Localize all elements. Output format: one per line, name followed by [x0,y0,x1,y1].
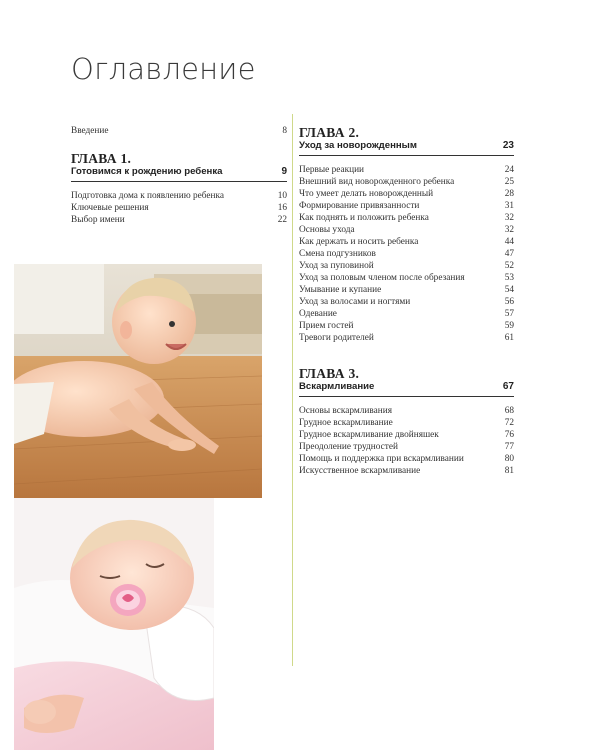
toc-entry-page: 72 [504,418,514,428]
toc-entry[interactable] [299,200,514,212]
column-divider [292,114,293,666]
toc-entry-label: Введение [71,126,109,136]
toc-entry-label: Первые реакции [299,165,365,175]
toc-entry-label: Преодоление трудностей [299,442,398,452]
chapter-title-page: 23 [502,140,514,151]
toc-entry-page: 56 [504,297,514,307]
toc-entry-page: 54 [504,285,514,295]
chapter-items [299,405,514,477]
toc-entry[interactable] [299,429,514,441]
chapter-title-label: Уход за новорожденным [299,140,417,151]
toc-entry-label: Ключевые решения [71,203,149,213]
toc-entry-label: Что умеет делать новорожденный [299,189,434,199]
chapter-heading: ГЛАВА 2. [299,125,360,140]
toc-entry[interactable] [299,188,514,200]
toc-entry-page: 16 [277,203,287,213]
toc-entry-label: Уход за пуповиной [299,261,374,271]
toc-entry[interactable] [71,214,287,226]
toc-entry[interactable] [299,465,514,477]
toc-entry[interactable] [299,272,514,284]
toc-entry-page: 10 [277,191,287,201]
toc-entry-page: 53 [504,273,514,283]
crawling-baby-photo [14,264,262,498]
toc-entry[interactable] [299,296,514,308]
toc-entry-label: Искусственное вскармливание [299,466,421,476]
toc-entry-page: 52 [504,261,514,271]
toc-entry-label: Подготовка дома к появлению ребенка [71,191,225,201]
chapter-title[interactable] [299,381,514,397]
toc-entry[interactable] [299,405,514,417]
toc-entry-label: Умывание и купание [299,285,382,295]
toc-left-column [71,125,287,226]
chapter-title-label: Вскармливание [299,381,375,392]
sleeping-baby-photo [14,498,214,750]
toc-entry-page: 81 [504,466,514,476]
toc-entry-label: Выбор имени [71,215,125,225]
toc-entry-label: Прием гостей [299,321,354,331]
toc-entry-page: 31 [504,201,514,211]
toc-entry-page: 44 [504,237,514,247]
toc-entry-page: 25 [504,177,514,187]
toc-entry-intro[interactable] [71,125,287,137]
toc-entry-label: Тревоги родителей [299,333,374,343]
chapter-heading: ГЛАВА 1. [71,151,132,166]
toc-entry-label: Внешний вид новорожденного ребенка [299,177,455,187]
chapter-3-block [299,366,514,477]
toc-entry-page: 80 [504,454,514,464]
chapter-items [299,164,514,344]
toc-entry[interactable] [299,248,514,260]
toc-entry-page: 8 [282,126,287,136]
toc-entry[interactable] [299,332,514,344]
chapter-2-block [299,125,514,344]
toc-entry[interactable] [299,441,514,453]
toc-entry[interactable] [299,224,514,236]
chapter-title-page: 67 [502,381,514,392]
toc-entry[interactable] [299,260,514,272]
chapter-items [71,190,287,226]
toc-entry[interactable] [299,320,514,332]
toc-entry-label: Основы вскармливания [299,406,393,416]
toc-entry[interactable] [299,164,514,176]
chapter-title[interactable] [299,140,514,156]
page-title: Оглавление [71,52,256,86]
toc-entry-label: Уход за волосами и ногтями [299,297,411,307]
toc-entry-label: Как поднять и положить ребенка [299,213,429,223]
toc-entry-label: Одевание [299,309,337,319]
toc-entry-page: 22 [277,215,287,225]
toc-entry[interactable] [299,176,514,188]
chapter-title-page: 9 [281,166,287,177]
toc-entry-page: 32 [504,225,514,235]
toc-entry-label: Помощь и поддержка при вскармливании [299,454,464,464]
toc-entry-label: Грудное вскармливание двойняшек [299,430,439,440]
toc-entry-page: 76 [504,430,514,440]
toc-entry-label: Как держать и носить ребенка [299,237,419,247]
toc-entry-page: 77 [504,442,514,452]
toc-entry-page: 47 [504,249,514,259]
toc-right-column [299,125,514,477]
toc-entry-page: 68 [504,406,514,416]
toc-entry-label: Смена подгузников [299,249,376,259]
toc-entry-label: Формирование привязанности [299,201,420,211]
toc-entry[interactable] [71,190,287,202]
toc-entry[interactable] [299,308,514,320]
toc-entry-label: Грудное вскармливание [299,418,393,428]
toc-entry-page: 24 [504,165,514,175]
toc-entry[interactable] [71,202,287,214]
chapter-title[interactable] [71,166,287,182]
toc-entry-page: 61 [504,333,514,343]
toc-entry[interactable] [299,212,514,224]
toc-entry[interactable] [299,236,514,248]
toc-entry-label: Основы ухода [299,225,355,235]
toc-entry[interactable] [299,417,514,429]
toc-entry[interactable] [299,284,514,296]
toc-entry-page: 59 [504,321,514,331]
toc-entry[interactable] [299,453,514,465]
toc-entry-page: 57 [504,309,514,319]
toc-entry-page: 32 [504,213,514,223]
toc-entry-page: 28 [504,189,514,199]
toc-entry-label: Уход за половым членом после обрезания [299,273,465,283]
chapter-title-label: Готовимся к рождению ребенка [71,166,223,177]
chapter-heading: ГЛАВА 3. [299,366,360,381]
